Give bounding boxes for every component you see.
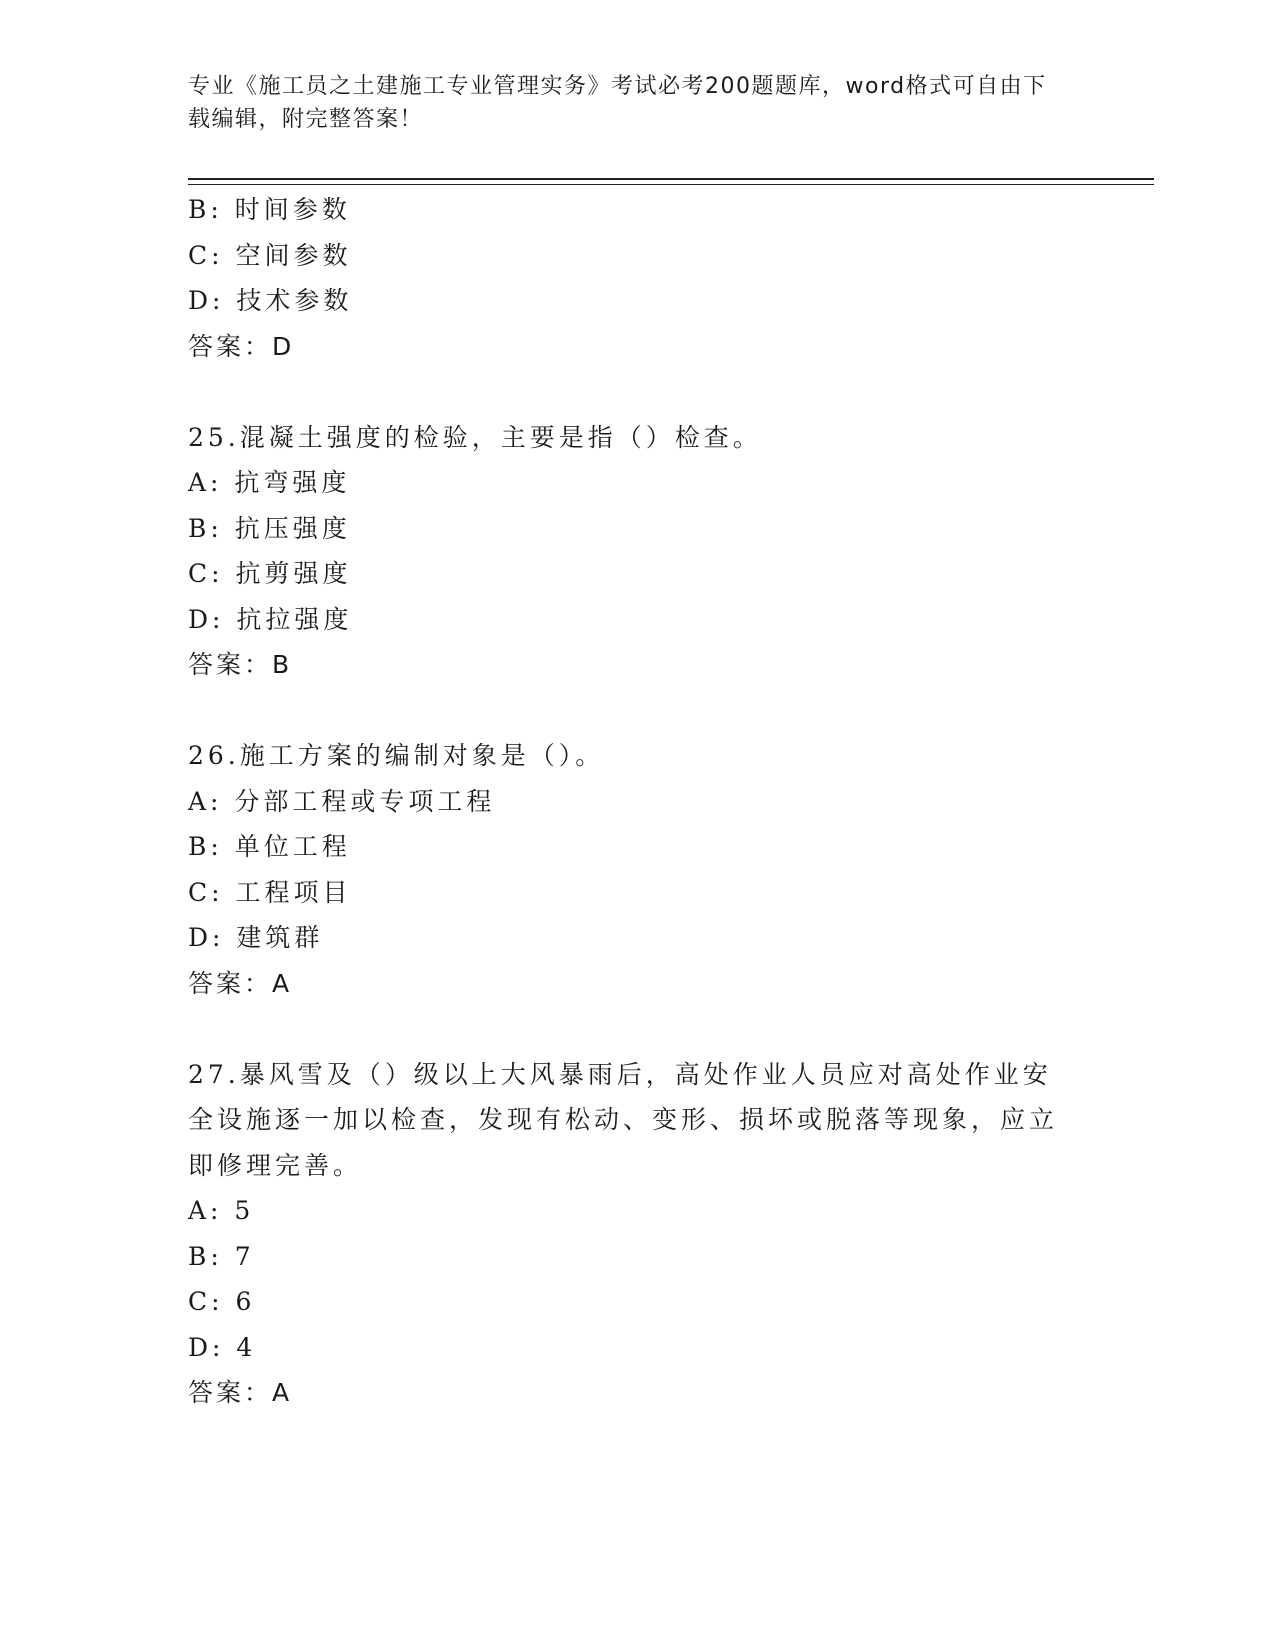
- header-divider-thick: [188, 178, 1154, 180]
- answer-line: 答案：D: [188, 331, 295, 361]
- option-a: A: 分部工程或专项工程: [188, 786, 496, 816]
- option-d: D: 技术参数: [188, 286, 353, 315]
- option-b: B: 7: [188, 1241, 255, 1271]
- option-c: C: 空间参数: [188, 240, 352, 270]
- answer-line: 答案：B: [188, 650, 293, 679]
- option-d: D: 4: [188, 1332, 257, 1362]
- question-stem: 27.暴风雪及（）级以上大风暴雨后，高处作业人员应对高处作业安全设施逐一加以检查，发现有松动、变形、损坏或脱落等现象，应立即修理完善。: [188, 1059, 1059, 1180]
- spacer: [188, 369, 1088, 415]
- question-content: [188, 187, 1088, 1416]
- document-header: 专业《施工员之土建施工专业管理实务》考试必考200题题库，word格式可自由下载编辑，附完整答案！: [188, 74, 1047, 132]
- option-c: C: 抗剪强度: [188, 559, 352, 588]
- option-b: B: 单位工程: [188, 832, 351, 861]
- question-block-partial: [188, 187, 1088, 369]
- option-d: D: 抗拉强度: [188, 604, 353, 634]
- answer-line: 答案：A: [188, 968, 293, 998]
- question-block-25: [188, 415, 1088, 688]
- option-a: A: 5: [188, 1196, 255, 1225]
- option-d: D: 建筑群: [188, 923, 324, 952]
- answer-line: 答案：A: [188, 1378, 293, 1407]
- option-a: A: 抗弯强度: [188, 468, 351, 497]
- question-stem: 25.混凝土强度的检验，主要是指（）检查。: [188, 422, 762, 452]
- option-c: C: 工程项目: [188, 877, 352, 907]
- spacer: [188, 688, 1088, 734]
- option-c: C: 6: [188, 1287, 256, 1316]
- question-stem: 26.施工方案的编制对象是（）。: [188, 741, 605, 770]
- spacer: [188, 1006, 1088, 1052]
- header-divider-thin: [188, 184, 1154, 185]
- option-b: B: 时间参数: [188, 195, 351, 224]
- question-block-27: [188, 1052, 1088, 1416]
- question-block-26: [188, 733, 1088, 1006]
- option-b: B: 抗压强度: [188, 513, 351, 543]
